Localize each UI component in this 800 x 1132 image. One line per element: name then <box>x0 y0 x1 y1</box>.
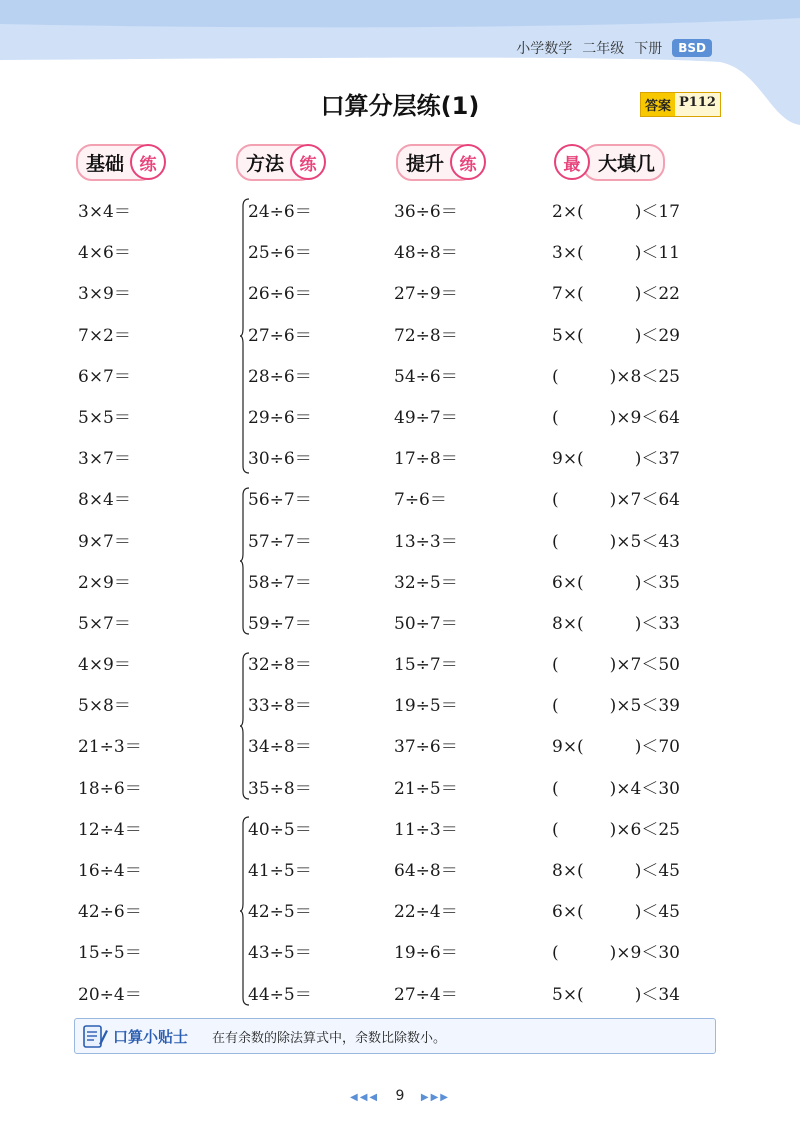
exercise-item: 34÷8＝ <box>248 737 312 758</box>
exercise-item: 6×( )＜35 <box>552 572 680 593</box>
group-brace <box>240 816 250 1006</box>
exercise-item: 5×( )＜34 <box>552 984 680 1005</box>
edition-badge: BSD <box>672 39 712 57</box>
exercise-item: 7×2＝ <box>78 325 131 346</box>
exercise-item: 54÷6＝ <box>394 366 458 387</box>
exercise-item: 72÷8＝ <box>394 325 458 346</box>
grade-label: 二年级 <box>582 41 625 57</box>
exercise-item: 27÷9＝ <box>394 284 458 305</box>
exercise-item: 9×( )＜70 <box>552 737 680 758</box>
prev-arrows-icon: ◀◀◀ <box>350 1092 380 1103</box>
exercise-item: 37÷6＝ <box>394 737 458 758</box>
tip-text: 在有余数的除法算式中，余数比除数小。 <box>212 1030 447 1046</box>
next-arrows-icon: ▶▶▶ <box>420 1092 450 1103</box>
exercise-item: ( )×7＜50 <box>552 655 680 676</box>
tip-label: 口算小贴士 <box>113 1027 189 1046</box>
exercise-item: 35÷8＝ <box>248 778 312 799</box>
exercise-item: 22÷4＝ <box>394 902 458 923</box>
exercise-item: 16÷4＝ <box>78 861 142 881</box>
section-title: 大填几 <box>582 144 665 181</box>
page-number: 9 <box>395 1088 405 1104</box>
volume-label: 下册 <box>634 41 663 57</box>
exercise-item: 9×7＝ <box>78 531 131 552</box>
section-title: 基础 <box>76 144 156 181</box>
exercise-item: ( )×9＜30 <box>552 943 680 964</box>
exercise-item: 5×8＝ <box>78 696 131 717</box>
exercise-item: 3×( )＜11 <box>552 243 680 264</box>
practice-mark-icon: 练 <box>130 144 166 180</box>
exercise-item: 59÷7＝ <box>248 613 312 634</box>
exercise-item: 30÷6＝ <box>248 449 312 470</box>
exercise-item: 18÷6＝ <box>78 778 142 799</box>
exercise-item: 58÷7＝ <box>248 572 312 593</box>
exercise-item: 6×7＝ <box>78 366 131 387</box>
exercise-item: 41÷5＝ <box>248 861 312 881</box>
section-title: 提升 <box>396 144 476 181</box>
subject-label: 小学数学 <box>516 41 573 57</box>
exercise-item: 19÷6＝ <box>394 943 458 964</box>
exercise-item: 50÷7＝ <box>394 613 458 634</box>
answer-label: 答案 <box>641 93 675 116</box>
group-brace <box>240 198 250 474</box>
exercise-item: 24÷6＝ <box>248 202 312 222</box>
exercise-item: 21÷5＝ <box>394 778 458 799</box>
exercise-item: 43÷5＝ <box>248 943 312 964</box>
exercise-item: 2×9＝ <box>78 572 131 593</box>
exercise-item: 3×4＝ <box>78 202 131 222</box>
section-header-basic <box>76 144 166 180</box>
exercise-item: ( )×4＜30 <box>552 778 680 799</box>
exercise-item: 13÷3＝ <box>394 531 458 552</box>
exercise-item: 5×7＝ <box>78 613 131 634</box>
exercise-item: 5×( )＜29 <box>552 325 680 346</box>
section-header-method <box>236 144 326 180</box>
exercise-item: 44÷5＝ <box>248 984 312 1005</box>
section-header-advance <box>396 144 486 180</box>
exercise-item: 20÷4＝ <box>78 984 142 1005</box>
exercise-item: 17÷8＝ <box>394 449 458 470</box>
exercise-item: ( )×8＜25 <box>552 366 680 387</box>
exercise-item: ( )×7＜64 <box>552 490 680 511</box>
exercise-item: 8×4＝ <box>78 490 131 511</box>
exercise-item: 28÷6＝ <box>248 366 312 387</box>
advance-column <box>394 192 458 1016</box>
exercise-item: 33÷8＝ <box>248 696 312 717</box>
page-footer <box>0 1088 800 1104</box>
method-column <box>248 192 312 1016</box>
exercise-item: 26÷6＝ <box>248 284 312 305</box>
practice-mark-icon: 练 <box>290 144 326 180</box>
exercise-item: 11÷3＝ <box>394 819 458 840</box>
exercise-item: 8×( )＜45 <box>552 861 680 881</box>
exercise-item: 21÷3＝ <box>78 737 142 758</box>
exercise-item: 8×( )＜33 <box>552 613 680 634</box>
exercise-item: 7÷6＝ <box>394 490 447 511</box>
exercise-item: ( )×5＜43 <box>552 531 680 552</box>
exercise-item: ( )×9＜64 <box>552 407 680 428</box>
exercise-item: 32÷8＝ <box>248 655 312 676</box>
section-header-fill <box>554 144 665 180</box>
notepad-pencil-icon <box>81 1022 109 1050</box>
exercise-item: 36÷6＝ <box>394 202 458 222</box>
exercise-item: 15÷5＝ <box>78 943 142 964</box>
exercise-item: 40÷5＝ <box>248 819 312 840</box>
exercise-item: 29÷6＝ <box>248 407 312 428</box>
section-title: 方法 <box>236 144 316 181</box>
exercise-item: 49÷7＝ <box>394 407 458 428</box>
group-brace <box>240 652 250 800</box>
exercise-item: 7×( )＜22 <box>552 284 680 305</box>
exercise-item: 25÷6＝ <box>248 243 312 264</box>
exercise-item: 56÷7＝ <box>248 490 312 511</box>
basic-column <box>78 192 142 1016</box>
exercise-item: 5×5＝ <box>78 407 131 428</box>
header-info <box>516 38 712 58</box>
exercise-item: 42÷5＝ <box>248 902 312 923</box>
exercise-item: ( )×5＜39 <box>552 696 680 717</box>
exercise-item: 48÷8＝ <box>394 243 458 264</box>
exercise-item: 4×9＝ <box>78 655 131 676</box>
exercise-item: 42÷6＝ <box>78 902 142 923</box>
exercise-item: 15÷7＝ <box>394 655 458 676</box>
exercise-item: 3×9＝ <box>78 284 131 305</box>
exercise-item: 57÷7＝ <box>248 531 312 552</box>
exercise-item: 2×( )＜17 <box>552 202 680 222</box>
answer-page: P112 <box>675 93 720 116</box>
exercise-item: 27÷6＝ <box>248 325 312 346</box>
practice-mark-icon: 练 <box>450 144 486 180</box>
exercise-item: 9×( )＜37 <box>552 449 680 470</box>
exercise-item: ( )×6＜25 <box>552 819 680 840</box>
exercise-item: 6×( )＜45 <box>552 902 680 923</box>
exercise-item: 4×6＝ <box>78 243 131 264</box>
exercise-item: 64÷8＝ <box>394 861 458 881</box>
max-mark-icon: 最 <box>554 144 590 180</box>
page-title: 口算分层练(1) <box>320 92 480 120</box>
exercise-item: 32÷5＝ <box>394 572 458 593</box>
exercise-item: 12÷4＝ <box>78 819 142 840</box>
tip-box <box>74 1018 716 1054</box>
exercise-item: 3×7＝ <box>78 449 131 470</box>
fill-column <box>552 192 680 1016</box>
exercise-item: 27÷4＝ <box>394 984 458 1005</box>
group-brace <box>240 487 250 635</box>
exercise-item: 19÷5＝ <box>394 696 458 717</box>
answer-reference <box>640 92 721 117</box>
